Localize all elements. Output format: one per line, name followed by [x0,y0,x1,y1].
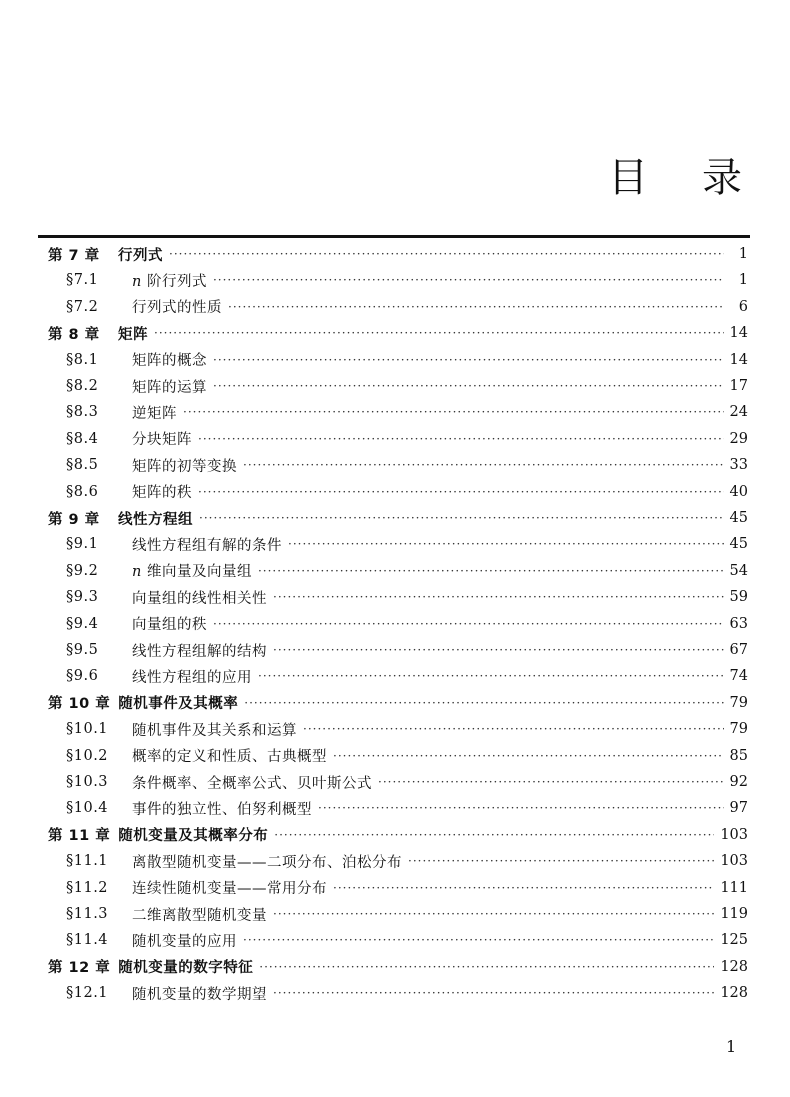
toc-entry-page: 63 [729,615,748,632]
toc-entry-number: §11.3 [66,906,109,922]
toc-entry-page: 29 [729,430,748,447]
dot-leader [333,749,724,763]
dot-leader [273,643,724,657]
toc-section-row [66,637,748,663]
toc-entry-number: 第 8 章 [48,326,100,343]
toc-entry-number: 第 11 章 [48,828,111,845]
toc-entry-title: 线性方程组解的结构 [132,643,267,660]
toc-section-row [66,611,748,637]
toc-entry-title: 行列式 [118,247,163,264]
toc-entry-page: 6 [738,298,748,315]
toc-entry-number: §11.1 [66,853,109,870]
toc-entry-page: 1 [738,272,748,289]
dot-leader [169,247,724,261]
toc-section-row [66,558,748,584]
toc-section-row [66,399,748,425]
toc-entry-title: 向量组的线性相关性 [132,590,267,607]
toc-entry-title: 随机变量的应用 [132,933,237,950]
toc-entry-page: 92 [729,774,748,790]
dot-leader [408,854,714,868]
toc-section-row [66,716,748,742]
title-rule [38,235,750,238]
dot-leader [273,590,724,604]
dot-leader [213,379,724,393]
toc-entry-page: 97 [729,800,748,817]
toc-entry-title: 线性方程组 [118,511,193,528]
toc-entry-page: 59 [729,589,748,606]
dot-leader [273,907,714,921]
toc-entry-page: 67 [729,642,748,658]
toc-entry-title: 矩阵的概念 [132,353,207,370]
toc-entry-page: 14 [729,325,748,342]
toc-section-row [66,452,748,478]
dot-leader [213,353,724,367]
toc-section-row [66,426,748,452]
toc-entry-number: §9.5 [66,642,99,658]
toc-entry-number: §9.2 [66,562,99,579]
toc-entry-page: 33 [729,457,748,474]
toc-entry-number: §9.1 [66,536,99,553]
toc-chapter-row [48,954,748,980]
toc-entry-number: §12.1 [66,985,109,1002]
toc-entry-number: §11.2 [66,879,109,896]
toc-chapter-row [48,320,748,346]
toc-entry-page: 79 [729,694,748,711]
dot-leader [244,696,723,710]
toc-entry-title: 事件的独立性、伯努利概型 [132,801,312,818]
toc-entry-title: 线性方程组的应用 [132,669,252,686]
toc-section-row [66,875,748,901]
toc-entry-page: 17 [729,378,748,394]
toc-entry-title: 线性方程组有解的条件 [132,537,282,554]
toc-entry-page: 103 [720,826,748,843]
toc-entry-page: 125 [720,932,748,949]
toc-section-row [66,769,748,795]
toc-entry-page: 111 [720,879,748,896]
toc-entry-title: 概率的定义和性质、古典概型 [132,749,327,766]
toc-entry-title: 离散型随机变量——二项分布、泊松分布 [132,854,402,871]
toc-entry-title: 矩阵的秩 [132,485,192,502]
dot-leader [259,960,714,974]
toc-entry-title: 逆矩阵 [132,405,177,422]
dot-leader [318,801,724,815]
dot-leader [243,458,724,472]
toc-section-row [66,531,748,557]
toc-entry-number: §8.2 [66,378,99,394]
dot-leader [258,564,724,578]
toc-entry-page: 1 [738,246,748,262]
dot-leader [183,405,724,419]
toc-section-row [66,267,748,293]
dot-leader [378,775,724,789]
dot-leader [274,828,714,842]
toc-entry-number: §8.5 [66,457,99,474]
toc-entry-title: 随机事件及其关系和运算 [132,722,297,739]
toc-entry-title: 随机变量及其概率分布 [118,828,269,845]
toc-entry-number: 第 10 章 [48,696,111,713]
toc-entry-page: 128 [720,958,748,975]
toc-entry-number: §10.4 [66,800,109,817]
page-number: 1 [726,1037,737,1056]
dot-leader [243,933,714,947]
toc-entry-title: 矩阵的运算 [132,379,207,396]
toc-section-row [66,901,748,927]
toc-entry-number: §8.6 [66,483,99,500]
toc-entry-number: §8.3 [66,404,99,421]
toc-entry-number: §11.4 [66,932,109,949]
toc-entry-number: §9.6 [66,668,99,685]
toc-entry-title: 随机变量的数学期望 [132,986,267,1003]
toc-entry-number: 第 7 章 [48,247,100,264]
toc-entry-number: §8.4 [66,430,99,447]
toc-entry-number: §8.1 [66,351,99,368]
toc-entry-number: §7.1 [66,272,99,289]
toc-entry-title: 行列式的性质 [132,300,222,317]
toc-section-row [66,927,748,953]
toc-section-row [66,795,748,821]
toc-entry-page: 45 [729,536,748,553]
toc-entry-page: 119 [720,906,748,922]
toc-chapter-row [48,505,748,531]
toc-entry-title: 矩阵的初等变换 [132,458,237,475]
toc-entry-title: 矩阵 [118,326,148,343]
toc-entry-title: 分块矩阵 [132,432,192,449]
toc-entry-title: 二维离散型随机变量 [132,907,267,924]
dot-leader [213,617,724,631]
toc-entry-page: 79 [729,721,748,738]
dot-leader [303,722,724,736]
toc-section-row [66,294,748,320]
toc-entry-number: §7.2 [66,298,99,315]
toc-section-row [66,980,748,1006]
toc-entry-page: 54 [729,562,748,579]
toc-entry-title: 随机变量的数字特征 [118,960,254,977]
toc-chapter-row [48,690,748,716]
toc-entry-page: 24 [729,404,748,421]
dot-leader [333,881,714,895]
toc-section-row [66,663,748,689]
toc-entry-number: §9.4 [66,615,99,632]
toc-chapter-row [48,822,748,848]
toc-section-row [66,584,748,610]
toc-section-row [66,479,748,505]
dot-leader [228,300,724,314]
toc-entry-number: §9.3 [66,589,99,606]
dot-leader [213,273,724,287]
toc-entry-number: §10.3 [66,774,109,790]
toc-entry-page: 74 [729,668,748,685]
toc-entry-title: 随机事件及其概率 [118,696,239,713]
dot-leader [154,326,724,340]
dot-leader [198,432,724,446]
toc-entry-title: 连续性随机变量——常用分布 [132,881,327,898]
toc-entry-title: n 维向量及向量组 [132,564,252,581]
dot-leader [198,485,724,499]
toc-entry-number: 第 9 章 [48,511,100,528]
toc-section-row [66,347,748,373]
toc-entry-page: 14 [729,351,748,368]
title-char-1: 目 [608,155,648,201]
toc-section-row [66,373,748,399]
toc-entry-page: 85 [729,747,748,764]
toc-entry-number: 第 12 章 [48,960,111,977]
dot-leader [288,537,724,551]
dot-leader [273,986,714,1000]
toc-entry-number: §10.1 [66,721,109,738]
toc-entry-page: 45 [729,510,748,526]
dot-leader [199,511,724,525]
toc-entry-title: n 阶行列式 [132,273,207,290]
title-char-2: 录 [702,155,742,201]
toc-entry-page: 40 [729,483,748,500]
toc-entry-title: 向量组的秩 [132,617,207,634]
toc-chapter-row [48,241,748,267]
dot-leader [258,669,724,683]
toc-entry-number: §10.2 [66,747,109,764]
toc-entry-page: 128 [720,985,748,1002]
toc-section-row [66,848,748,874]
toc-section-row [66,743,748,769]
toc-entry-title: 条件概率、全概率公式、贝叶斯公式 [132,775,372,792]
toc-entry-page: 103 [720,853,748,870]
